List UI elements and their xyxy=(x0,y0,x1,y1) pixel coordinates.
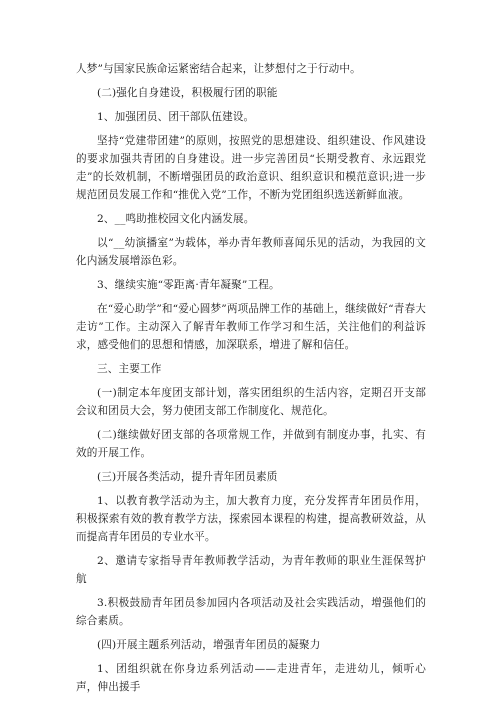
paragraph-youth-visit: 在“爱心助学”和“爱心圆梦”两项品牌工作的基础上，继续做好“青春大走访”工作。主动深入了解青年教师工作学习和生活，关注他们的利益诉求，感受他们的思想和情感，加深联系，增进了解和信任。 xyxy=(76,303,426,351)
section-heading-main-work: 三、主要工作 xyxy=(97,363,162,375)
document-body xyxy=(76,60,426,698)
section-heading-self-building: (二)强化自身建设，积极履行团的职能 xyxy=(97,87,278,99)
paragraph-annual-plan: (一)制定本年度团支部计划，落实团组织的生活内容，定期召开支部会议和团员大会，努力使团支部工作制度化、规范化。 xyxy=(76,387,426,417)
item-zero-distance: 3、继续实施“零距离·青年凝聚”工程。 xyxy=(97,279,280,291)
section-heading-theme-series: (四)开展主题系列活动，增强青年团员的凝聚力 xyxy=(97,639,321,651)
paragraph-series-activity: 1、团组织就在你身边系列活动——走进青年，走进幼儿，倾听心声，伸出援手 xyxy=(76,663,426,693)
paragraph-party-building: 坚持“党建带团建”的原则，按照党的思想建设、组织建设、作风建设的要求加强共青团的自身建设。进一步完善团员“长期受教育、永远跟党走”的长效机制，不断增强团员的政治意识、组织意识和模范意识;进一步规范团员发展工作和“推优入党”工作，不断为党团组织选送新鲜血液。 xyxy=(76,135,426,201)
section-heading-activities: (三)开展各类活动，提升青年团员素质 xyxy=(97,471,278,483)
item-team-building: 1、加强团员、团干部队伍建设。 xyxy=(97,111,255,123)
paragraph-expert-guidance: 2、邀请专家指导青年教师教学活动，为青年教师的职业生涯保驾护航 xyxy=(76,555,426,585)
paragraph-teaching-activities: 1、以教育教学活动为主，加大教育力度，充分发挥青年团员作用，积极探索有效的教育教学方法，探索园本课程的构建，提高教研效益，从而提高青年团员的专业水平。 xyxy=(76,495,426,543)
paragraph-routine-work: (二)继续做好团支部的各项常规工作，并做到有制度办事，扎实、有效的开展工作。 xyxy=(76,429,426,459)
item-campus-culture: 2、__鸣助推校园文化内涵发展。 xyxy=(97,213,255,225)
paragraph-studio: 以“__幼演播室”为载体，举办青年教师喜闻乐见的活动，为我园的文化内涵发展增添色彩。 xyxy=(76,237,426,267)
paragraph-social-practice: 3.积极鼓励青年团员参加园内各项活动及社会实践活动，增强他们的综合素质。 xyxy=(76,597,426,627)
paragraph-dream-continuation: 人梦”与国家民族命运紧密结合起来，让梦想付之于行动中。 xyxy=(76,63,361,75)
